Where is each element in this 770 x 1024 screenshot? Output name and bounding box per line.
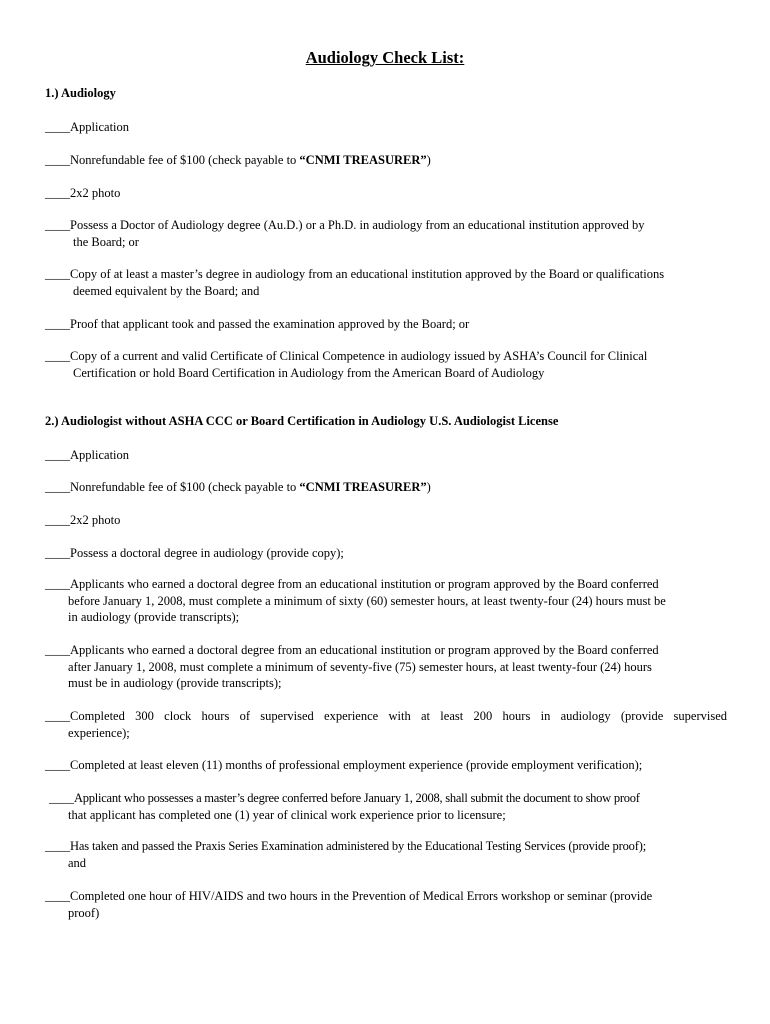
checklist-item: ____Completed one hour of HIV/AIDS and two hours in the Prevention of Medical Errors workshop or seminar (provide proof)	[45, 889, 653, 920]
checkbox-blank[interactable]: ____	[45, 709, 70, 723]
checklist-item: ____2x2 photo	[45, 186, 121, 200]
section-heading-audiology: 1.) Audiology	[45, 86, 116, 100]
payee-name: “CNMI TREASURER”	[299, 153, 427, 167]
checklist-item: ____Applicants who earned a doctoral degree from an educational institution or program approved by the Board conferred after January 1, 2008, must complete a minimum of seventy-five (75) semester hours, at least twenty-four (24) hours must be in audiology (provide transcripts);	[45, 643, 659, 690]
checkbox-blank[interactable]: ____	[45, 218, 70, 232]
checklist-item: ____Nonrefundable fee of $100 (check payable to “CNMI TREASURER”)	[45, 153, 431, 167]
checkbox-blank[interactable]: ____	[45, 889, 70, 903]
checkbox-blank[interactable]: ____	[45, 546, 70, 560]
checkbox-blank[interactable]: ____	[45, 758, 70, 772]
checkbox-blank[interactable]: ____	[45, 577, 70, 591]
checklist-item: ____Applicants who earned a doctoral degree from an educational institution or program approved by the Board conferred before January 1, 2008, must complete a minimum of sixty (60) semester hours, at least twenty-four (24) hours must be in audiology (provide transcripts);	[45, 577, 666, 624]
checklist-item: ____Completed at least eleven (11) months of professional employment experience (provide employment verification);	[45, 758, 643, 772]
checkbox-blank[interactable]: ____	[45, 513, 70, 527]
checklist-item: ____Proof that applicant took and passed the examination approved by the Board; or	[45, 317, 470, 331]
checkbox-blank[interactable]: ____	[49, 791, 74, 805]
checklist-item: ____2x2 photo	[45, 513, 121, 527]
checklist-item: ____Has taken and passed the Praxis Series Examination administered by the Educational Testing Services (provide proof); and	[45, 839, 647, 870]
checkbox-blank[interactable]: ____	[45, 448, 70, 462]
checkbox-blank[interactable]: ____	[45, 267, 70, 281]
page-title: Audiology Check List:	[305, 48, 465, 67]
checkbox-blank[interactable]: ____	[45, 186, 70, 200]
section-heading-audiologist-license: 2.) Audiologist without ASHA CCC or Board Certification in Audiology U.S. Audiologist License	[45, 414, 559, 428]
checklist-item: ____Application	[45, 120, 130, 134]
checklist-item: ____Nonrefundable fee of $100 (check payable to “CNMI TREASURER”)	[45, 480, 431, 494]
checklist-item: ____Possess a Doctor of Audiology degree (Au.D.) or a Ph.D. in audiology from an educational institution approved by the Board; or	[45, 218, 645, 249]
checkbox-blank[interactable]: ____	[45, 643, 70, 657]
payee-name: “CNMI TREASURER”	[299, 480, 427, 494]
checkbox-blank[interactable]: ____	[45, 317, 70, 331]
checklist-item: ____Copy of at least a master’s degree in audiology from an educational institution approved by the Board or qualifications deemed equivalent by the Board; and	[45, 267, 665, 298]
checkbox-blank[interactable]: ____	[45, 349, 70, 363]
checkbox-blank[interactable]: ____	[45, 120, 70, 134]
checkbox-blank[interactable]: ____	[45, 839, 70, 853]
checklist-item: ____Copy of a current and valid Certificate of Clinical Competence in audiology issued by ASHA’s Council for Clinical Certification or hold Board Certification in Audiology from the American Board of Audiology	[45, 349, 648, 380]
checklist-item: ____Applicant who possesses a master’s degree conferred before January 1, 2008, shall submit the document to show proof that applicant has completed one (1) year of clinical work experience prior to licensure;	[49, 791, 640, 822]
checklist-item: ____Possess a doctoral degree in audiology (provide copy);	[45, 546, 344, 560]
checklist-item: ____Application	[45, 448, 130, 462]
checklist-item: ____Completed 300 clock hours of supervised experience with at least 200 hours in audiology (provide supervised experience);	[45, 709, 727, 740]
checkbox-blank[interactable]: ____	[45, 480, 70, 494]
checkbox-blank[interactable]: ____	[45, 153, 70, 167]
